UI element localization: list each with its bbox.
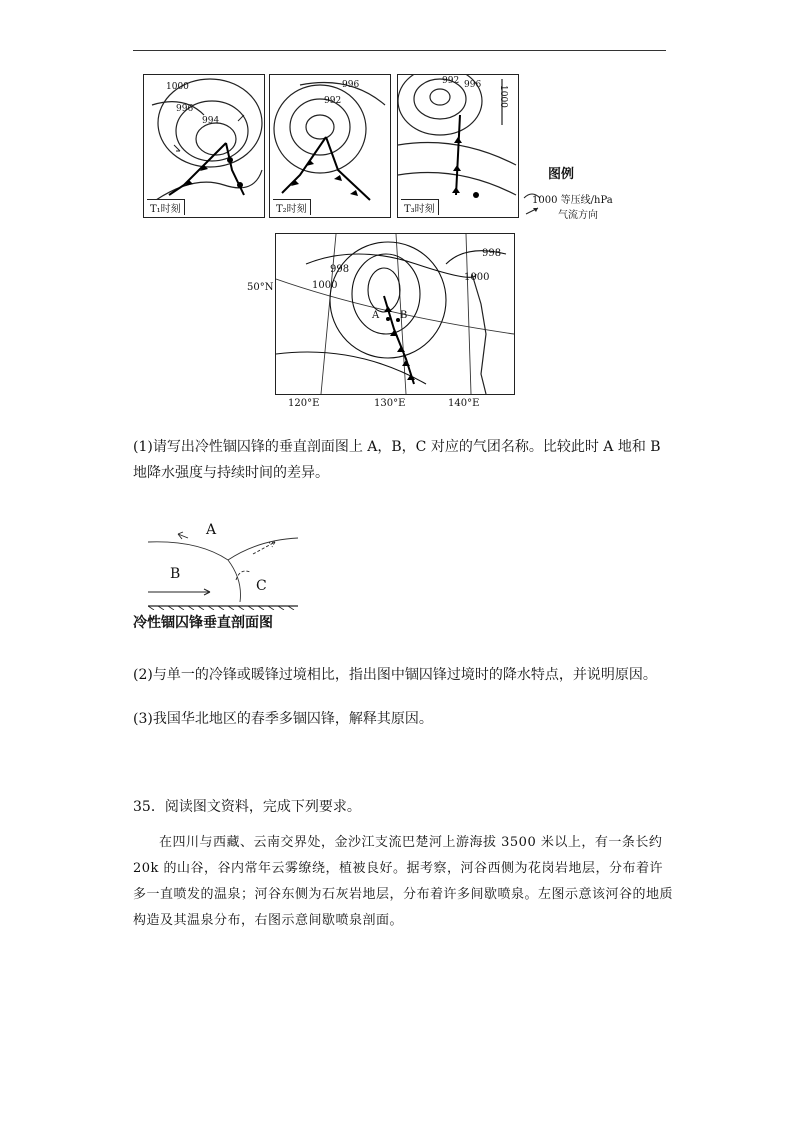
section-label-b: B	[170, 566, 181, 582]
weather-panel-t2	[269, 74, 391, 218]
isobar-label: 1000	[166, 82, 189, 92]
legend-isobar-row	[532, 191, 613, 206]
weather-panel-t1	[143, 74, 265, 218]
legend-title: 图例	[548, 167, 575, 182]
question-1: (1)请写出冷性锢囚锋的垂直剖面图上 A，B，C 对应的气团名称。比较此时 A 地和 B 地降水强度与持续时间的差异。	[133, 439, 661, 481]
lon-label: 120°E	[288, 398, 320, 409]
section-label-a: A	[206, 522, 217, 538]
question-35-paragraph: 在四川与西藏、云南交界处，金沙江支流巴楚河上游海拔 3500 米以上，有一条长约 20k 的山谷，谷内常年云雾缭绕，植被良好。据考察，河谷西侧为花岗岩地层，分布着许多一直喷发的温泉；河谷东侧为石灰岩地层，分布着许多间歇喷泉。左图示意该河谷的地质构造及其温泉分布，右图示意间歇喷泉剖面。	[133, 835, 674, 928]
weather-panel-t3	[397, 74, 519, 218]
section-diagram-title: 冷性锢囚锋垂直剖面图	[133, 615, 273, 631]
point-a-label: A	[372, 310, 380, 321]
section-drawing	[148, 520, 298, 610]
legend-isobar-text: 等压线/hPa	[560, 195, 613, 206]
lon-label: 130°E	[374, 398, 406, 409]
header-rule	[133, 50, 666, 51]
isobar-label: 996	[464, 80, 482, 90]
map-drawing	[276, 234, 514, 394]
question-35-heading: 35．阅读图文资料，完成下列要求。	[133, 799, 361, 815]
time-label: T₂时刻	[273, 199, 311, 215]
map-isobar-label: 998	[330, 264, 350, 275]
isobar-label: 996	[176, 104, 194, 114]
map-isobar-label: 998	[482, 248, 502, 259]
time-label: T₁时刻	[147, 199, 185, 215]
section-label-c: C	[256, 578, 267, 594]
map-isobar-label: 1000	[312, 280, 338, 291]
point-b-label: B	[400, 310, 408, 321]
isobar-label: 1000	[498, 85, 508, 108]
lon-label: 140°E	[448, 398, 480, 409]
time-label: T₃时刻	[401, 199, 439, 215]
legend-flow-row: 气流方向	[558, 210, 598, 221]
isobar-label: 992	[442, 76, 460, 86]
map-isobar-label: 1000	[464, 272, 490, 283]
lat-label: 50°N	[247, 282, 274, 293]
isobar-label: 996	[342, 80, 360, 90]
synoptic-map	[275, 233, 515, 395]
question-2: (2)与单一的冷锋或暖锋过境相比，指出图中锢囚锋过境时的降水特点，并说明原因。	[133, 667, 657, 683]
isobar-label: 992	[324, 96, 342, 106]
isobar-label: 994	[202, 116, 220, 126]
legend-isobar-value: 1000	[532, 195, 558, 206]
isobar-drawing-t1	[144, 75, 264, 217]
question-3: (3)我国华北地区的春季多锢囚锋，解释其原因。	[133, 711, 433, 727]
